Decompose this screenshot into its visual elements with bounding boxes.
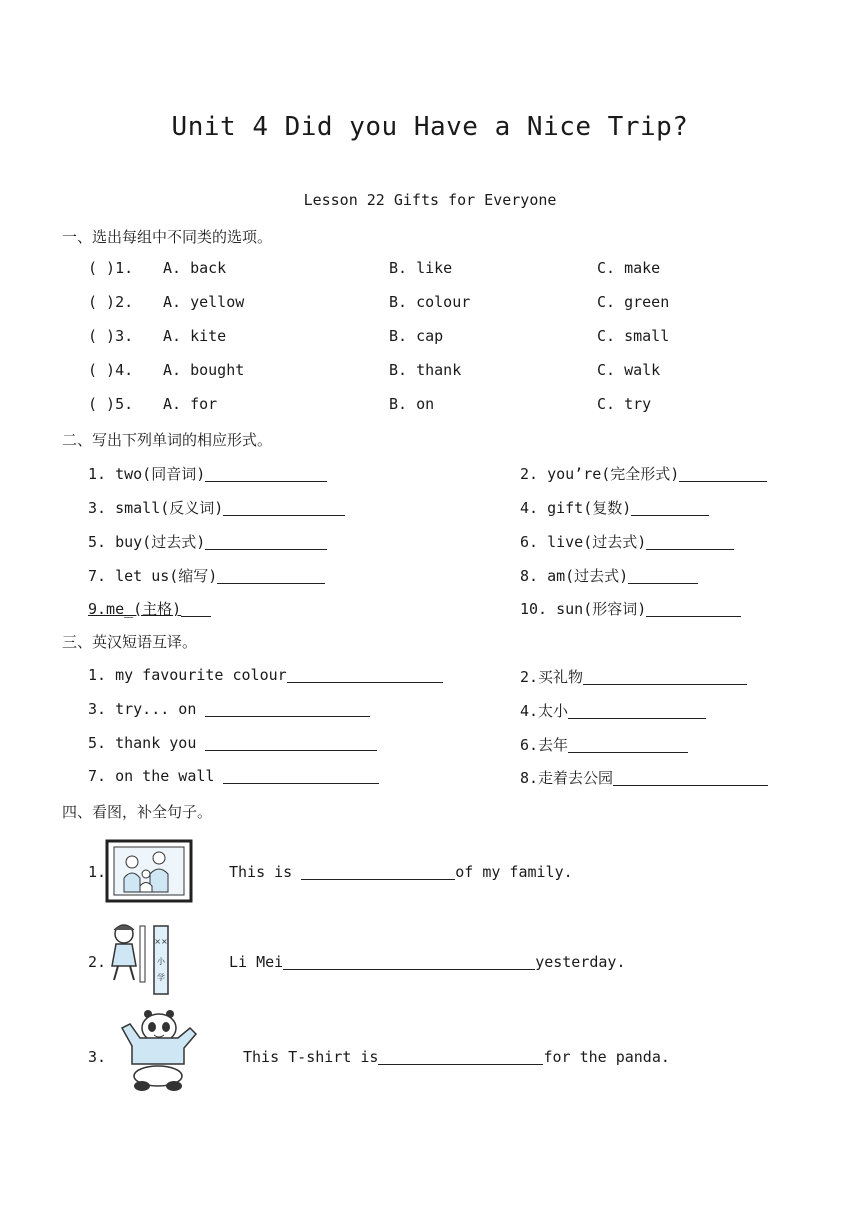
s4-item-3-before: This T-shirt is xyxy=(243,1048,379,1066)
s2-item-10 xyxy=(520,598,741,619)
s2-item-10-label: 10. sun(形容词) xyxy=(520,600,647,618)
s1-q4-number: ( )4. xyxy=(88,361,134,379)
answer-blank[interactable] xyxy=(181,600,211,617)
s4-item-2-before: Li Mei xyxy=(229,953,284,971)
s1-q4-option-c: C. walk xyxy=(597,361,661,379)
page-title: Unit 4 Did you Have a Nice Trip? xyxy=(171,112,689,142)
section1-heading: 一、选出每组中不同类的选项。 xyxy=(62,228,273,246)
answer-blank[interactable] xyxy=(205,700,370,717)
s2-item-2-label: 2. you’re(完全形式) xyxy=(520,465,680,483)
s2-item-2 xyxy=(520,463,767,484)
s3-item-7 xyxy=(88,767,379,785)
s1-q3-option-c: C. small xyxy=(597,327,670,345)
s3-item-7-label: 7. on the wall xyxy=(88,767,224,785)
s2-item-8 xyxy=(520,565,698,586)
s4-item-2-after: yesterday. xyxy=(535,953,626,971)
s2-item-1 xyxy=(88,463,327,484)
s4-item-2-number: 2. xyxy=(88,953,107,971)
s1-q4-option-a: A. bought xyxy=(163,361,245,379)
family-photo-icon xyxy=(104,838,194,904)
s1-q5-number: ( )5. xyxy=(88,395,134,413)
s2-item-1-label: 1. two(同音词) xyxy=(88,465,206,483)
answer-blank[interactable] xyxy=(205,533,327,550)
answer-blank[interactable] xyxy=(223,767,379,784)
s3-item-1 xyxy=(88,666,443,684)
s4-item-1-number: 1. xyxy=(88,863,107,881)
s1-q2-option-b: B. colour xyxy=(389,293,471,311)
answer-blank[interactable] xyxy=(301,863,455,880)
s1-q1-option-c: C. make xyxy=(597,259,661,277)
s1-q2-option-a: A. yellow xyxy=(163,293,245,311)
s1-q1-option-b: B. like xyxy=(389,259,453,277)
s3-item-3 xyxy=(88,700,370,718)
lesson-subtitle: Lesson 22 Gifts for Everyone xyxy=(303,191,557,209)
s4-item-1-sentence xyxy=(229,863,573,881)
answer-blank[interactable] xyxy=(646,600,741,617)
s1-q2-number: ( )2. xyxy=(88,293,134,311)
s4-item-3-sentence xyxy=(243,1048,670,1066)
answer-blank[interactable] xyxy=(283,953,535,970)
s3-item-3-label: 3. try... on xyxy=(88,700,206,718)
s2-item-6-label: 6. live(过去式) xyxy=(520,533,647,551)
panda-in-tshirt-icon xyxy=(118,1006,202,1094)
s4-item-1-after: of my family. xyxy=(455,863,573,881)
s2-item-9-label: 9.me_(主格) xyxy=(88,600,182,618)
s2-item-4-label: 4. gift(复数) xyxy=(520,499,632,517)
answer-blank[interactable] xyxy=(679,465,767,482)
s2-item-7-label: 7. let us(缩写) xyxy=(88,567,218,585)
s4-item-3-after: for the panda. xyxy=(543,1048,670,1066)
s3-item-8 xyxy=(520,767,768,788)
answer-blank[interactable] xyxy=(217,567,325,584)
s3-item-6-label: 6.去年 xyxy=(520,736,569,754)
s3-item-4 xyxy=(520,700,706,721)
s4-item-3-number: 3. xyxy=(88,1048,107,1066)
answer-blank[interactable] xyxy=(628,567,698,584)
girl-walking-to-school-icon xyxy=(104,920,188,1000)
s3-item-2 xyxy=(520,666,747,687)
s1-q1-option-a: A. back xyxy=(163,259,227,277)
s3-item-6 xyxy=(520,734,688,755)
s1-q3-number: ( )3. xyxy=(88,327,134,345)
s1-q2-option-c: C. green xyxy=(597,293,670,311)
s2-item-8-label: 8. am(过去式) xyxy=(520,567,629,585)
s2-item-6 xyxy=(520,531,734,552)
answer-blank[interactable] xyxy=(205,465,327,482)
answer-blank[interactable] xyxy=(568,736,688,753)
svg-text:××: ×× xyxy=(154,937,168,946)
answer-blank[interactable] xyxy=(568,702,706,719)
s2-item-5 xyxy=(88,531,327,552)
s2-item-3 xyxy=(88,497,345,518)
answer-blank[interactable] xyxy=(646,533,734,550)
s2-item-7 xyxy=(88,565,325,586)
answer-blank[interactable] xyxy=(631,499,709,516)
answer-blank[interactable] xyxy=(287,666,443,683)
section4-heading: 四、看图，补全句子。 xyxy=(62,803,213,821)
s3-item-1-label: 1. my favourite colour xyxy=(88,666,287,684)
answer-blank[interactable] xyxy=(378,1048,543,1065)
s1-q5-option-b: B. on xyxy=(389,395,435,413)
s1-q4-option-b: B. thank xyxy=(389,361,462,379)
s3-item-2-label: 2.买礼物 xyxy=(520,668,584,686)
s4-item-2-sentence xyxy=(229,953,626,971)
section3-heading: 三、英汉短语互译。 xyxy=(62,633,198,651)
s1-q5-option-a: A. for xyxy=(163,395,218,413)
s3-item-5 xyxy=(88,734,377,752)
s1-q5-option-c: C. try xyxy=(597,395,652,413)
s3-item-5-label: 5. thank you xyxy=(88,734,206,752)
svg-text:小: 小 xyxy=(157,957,165,966)
s2-item-3-label: 3. small(反义词) xyxy=(88,499,224,517)
s1-q3-option-b: B. cap xyxy=(389,327,444,345)
answer-blank[interactable] xyxy=(223,499,345,516)
s2-item-5-label: 5. buy(过去式) xyxy=(88,533,206,551)
s2-item-9 xyxy=(88,598,211,619)
s4-item-1-before: This is xyxy=(229,863,302,881)
section2-heading: 二、写出下列单词的相应形式。 xyxy=(62,431,273,449)
s3-item-4-label: 4.太小 xyxy=(520,702,569,720)
s1-q3-option-a: A. kite xyxy=(163,327,227,345)
svg-text:学: 学 xyxy=(157,973,165,982)
answer-blank[interactable] xyxy=(583,668,747,685)
s3-item-8-label: 8.走着去公园 xyxy=(520,769,614,787)
answer-blank[interactable] xyxy=(613,769,768,786)
s2-item-4 xyxy=(520,497,709,518)
s1-q1-number: ( )1. xyxy=(88,259,134,277)
answer-blank[interactable] xyxy=(205,734,377,751)
